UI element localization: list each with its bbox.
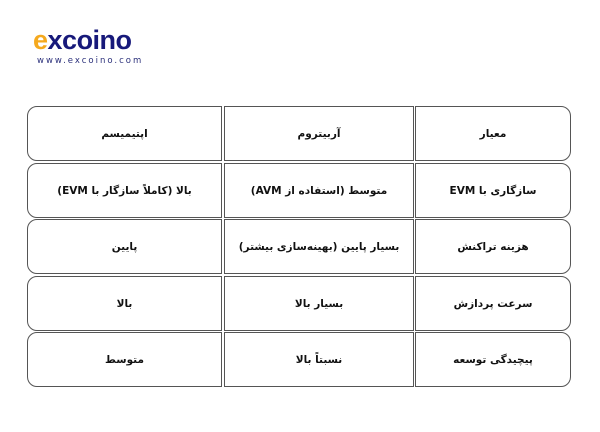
logo-text: xcoino	[47, 25, 132, 55]
table-row	[27, 276, 571, 331]
logo-wordmark	[33, 26, 143, 54]
cell-criterion: هزینه تراکنش	[415, 219, 571, 274]
table-row	[27, 332, 571, 387]
cell-optimism: بالا (کاملاً سازگار با EVM)	[27, 163, 222, 218]
cell-optimism: متوسط	[27, 332, 222, 387]
excoino-logo	[33, 26, 143, 66]
cell-arbitrum: بسیار بالا	[224, 276, 414, 331]
logo-bitcoin-e: e	[33, 25, 48, 55]
table-row	[27, 163, 571, 218]
cell-criterion: سرعت پردازش	[415, 276, 571, 331]
logo-url: www.excoino.com	[37, 56, 144, 66]
header-arbitrum: آربیتروم	[224, 106, 414, 161]
header-criterion: معیار	[415, 106, 571, 161]
cell-arbitrum: نسبتاً بالا	[224, 332, 414, 387]
cell-optimism: بالا	[27, 276, 222, 331]
cell-arbitrum: متوسط (استفاده از AVM)	[224, 163, 414, 218]
cell-criterion: سازگاری با EVM	[415, 163, 571, 218]
cell-criterion: پیچیدگی توسعه	[415, 332, 571, 387]
cell-optimism: پایین	[27, 219, 222, 274]
cell-arbitrum: بسیار پایین (بهینه‌سازی بیشتر)	[224, 219, 414, 274]
table-header-row	[27, 106, 571, 161]
header-optimism: اپتیمیسم	[27, 106, 222, 161]
table-row	[27, 219, 571, 274]
